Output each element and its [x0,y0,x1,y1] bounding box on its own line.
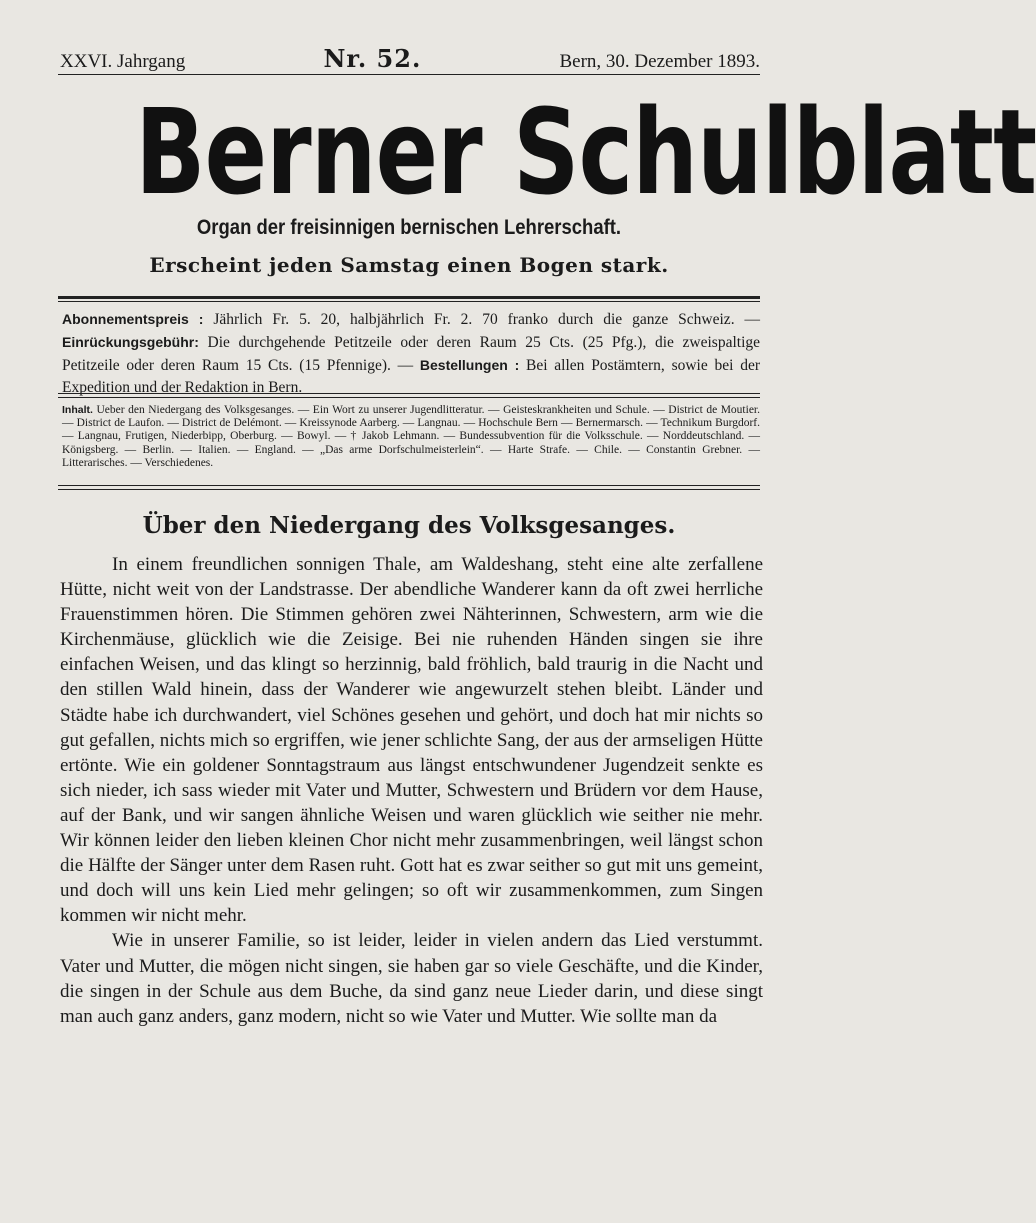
insertion-fee-text: Die durchgehende Petitzeile oder deren Raum 25 Cts. (25 Pfg.), die zweispaltige Petitzeile oder deren Raum 15 Cts. (15 Pfennige). — [62,334,760,374]
orders-label: Bestellungen : [419,357,520,373]
subscription-text: Jährlich Fr. 5. 20, halbjährlich Fr. 2. 70 franko durch die ganze Schweiz. — [203,311,760,328]
header-divider [58,74,760,75]
divider [58,485,760,486]
divider [58,301,760,302]
divider [58,397,760,398]
divider [58,296,760,299]
divider [58,489,760,490]
masthead-subtitle: Organ der freisinnigen bernischen Lehrerschaft. [196,216,622,239]
subscription-info [62,308,760,399]
article-title: Über den Niedergang des Volksgesanges. [142,512,676,539]
article-body [60,552,763,1029]
insertion-fee-label: Einrückungsgebühr: [62,334,199,350]
volume-label: XXVI. Jahrgang [60,51,186,72]
publication-frequency: Erscheint jeden Samstag einen Bogen stark. [149,253,669,277]
table-of-contents [62,404,760,470]
article-paragraph: Wie in unserer Familie, so ist leider, leider in vielen andern das Lied verstummt. Vater und Mutter, die mögen nicht singen, sie haben gar so viele Geschäfte, und die Kinder, die singen in der Schule aus dem Buche, da sind ganz neue Lieder darin, und diese singt man auch ganz anders, ganz modern, nicht so wie Vater und Mutter. Wie sollte man da [60,930,763,1027]
contents-label: Inhalt. [62,404,93,416]
article-paragraph: In einem freundlichen sonnigen Thale, am Waldeshang, steht eine alte zerfallene Hütte, nicht weit von der Landstrasse. Der abendliche Wanderer kann da oft zwei herrliche Frauenstimmen hören. Die Stimmen gehören zwei Nähterinnen, Schwestern, arm wie die Kirchenmäuse, glücklich wie die Zeisige. Bei nie ruhenden Händen singen sie ihre einfachen Weisen, und das klingt so herzinnig, bald fröhlich, bald traurig in die Nacht und den stillen Wald hinein, dass der Wanderer wie angewurzelt stehen bleibt. Länder und Städte habe ich durchwandert, viel Schönes gesehen und gehört, und doch hat mir nichts so gut gefallen, nichts mich so ergriffen, wie jener schlichte Sang, der aus der armseligen Hütte ertönte. Wie ein goldener Sonntagstraum aus längst entschwundener Jugendzeit senkte es sich nieder, ich sass wieder mit Vater und Mutter, Schwestern und Brüdern vor dem Hause, auf der Bank, und wir sangen ähnliche Weisen und waren glücklich wie seither nie mehr. Wir können leider den lieben kleinen Chor nicht mehr zusammenbringen, weil längst schon die Hälfte der Sänger unter dem Rasen ruht. Gott hat es zwar seither so gut mit uns gemeint, und doch will uns kein Lied mehr gelingen; so oft wir zusammenkommen, zum Singen kommen wir nicht mehr. [60,554,763,927]
contents-text: Ueber den Niedergang des Volksgesanges. — Ein Wort zu unserer Jugendlitteratur. — Geisteskrankheiten und Schule. — District de Moutier. — District de Laufon. — District de Delémont. — Kreissynode Aarberg. — Langnau. — Hochschule Bern — Bernermarsch. — Technikum Burgdorf. — Langnau, Frutigen, Niederbipp, Oberburg. — Bowyl. — † Jakob Lehmann. — Bundessubvention für die Volksschule. — Norddeutschland. — Königsberg. — Berlin. — Italien. — England. — „Das arme Dorfschulmeisterlein“. — Harte Strafe. — Chile. — Constantin Grebner. — Litterarisches. — Verschiedenes. [62,404,760,469]
masthead-title: Berner Schulblatt [135,83,1036,221]
issue-header [60,44,760,73]
divider [58,393,760,394]
orders-text: Bei allen Postämtern, sowie bei der Expedition und der Redaktion in Bern. [62,357,760,396]
issue-number: Nr. 52. [323,44,422,73]
place-date: Bern, 30. Dezember 1893. [559,51,760,72]
subscription-label: Abonnementspreis : [62,311,204,327]
